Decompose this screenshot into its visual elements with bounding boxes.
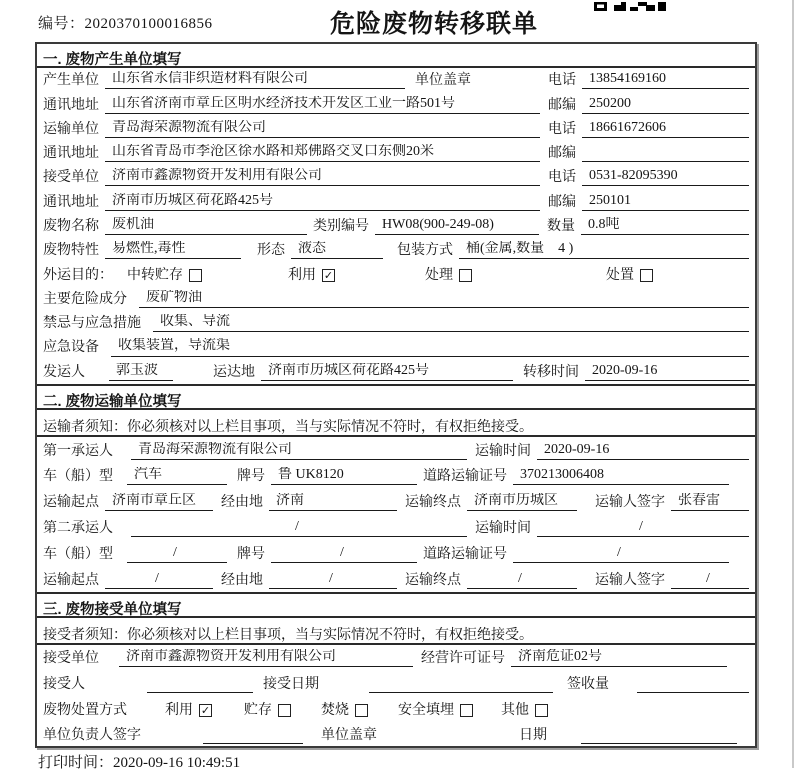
sender-value: 郭玉波	[109, 363, 173, 381]
end2-value: /	[467, 571, 577, 589]
phone2-value: 18661672606	[582, 120, 749, 138]
checkbox-transfer-storage	[189, 269, 202, 282]
waste-name-label: 废物名称	[43, 218, 99, 234]
phone3-value: 0531-82095390	[582, 168, 749, 186]
form-value: 液态	[291, 241, 383, 259]
purpose-label: 外运目的：	[43, 267, 113, 283]
row-transporter	[37, 117, 755, 141]
license2-label: 道路运输证号	[423, 546, 507, 562]
zip1-value: 250200	[582, 96, 749, 114]
checkbox-disposal-landfill	[460, 704, 473, 717]
origin2-label: 运输起点	[43, 572, 99, 588]
date-value	[581, 742, 737, 744]
receiver-label: 接受单位	[43, 170, 99, 186]
packing-label: 包装方式	[397, 243, 453, 259]
origin1-value: 济南市章丘区	[105, 493, 213, 511]
section2-header: 二. 废物运输单位填写	[37, 384, 755, 410]
received-label: 签收量	[567, 676, 609, 692]
end1-value: 济南市历城区	[467, 493, 577, 511]
producer-label: 产生单位	[43, 73, 99, 89]
carrier1-value: 青岛海荣源物流有限公司	[131, 442, 467, 460]
plate1-value: 鲁 UK8120	[271, 467, 417, 485]
checkbox-dispose	[640, 269, 653, 282]
characteristic-value: 易燃性,毒性	[105, 241, 241, 259]
acceptor-value	[147, 691, 253, 693]
via1-label: 经由地	[221, 495, 263, 511]
accept-unit-label: 接受单位	[43, 651, 99, 667]
section1-header: 一. 废物产生单位填写	[37, 44, 755, 68]
unit-seal-label: 单位盖章	[415, 73, 471, 89]
sign1-value: 张春雷	[671, 493, 749, 511]
row-accept-unit	[37, 645, 755, 671]
address3-value: 济南市历城区荷花路425号	[105, 193, 540, 211]
dest-value: 济南市历城区荷花路425号	[261, 363, 513, 381]
permit-value: 济南危证02号	[511, 649, 727, 667]
transport-time2-value: /	[537, 519, 749, 537]
address2-value: 山东省青岛市李沧区徐水路和郑佛路交叉口东侧20米	[105, 144, 540, 162]
row-carrier1	[37, 437, 755, 463]
row-vehicle1	[37, 463, 755, 489]
carrier1-label: 第一承运人	[43, 443, 113, 459]
address3-label: 通讯地址	[43, 194, 99, 210]
vehicle1-value: 汽车	[127, 467, 227, 485]
license1-label: 道路运输证号	[423, 469, 507, 485]
checkbox-disposal-store	[278, 704, 291, 717]
sign2-value: /	[671, 571, 749, 589]
row-producer-address	[37, 92, 755, 116]
serial-value: 2020370100016856	[84, 16, 213, 32]
carrier2-value: /	[131, 519, 467, 537]
page-edge-divider	[792, 0, 794, 768]
quantity-value: 0.8吨	[581, 217, 749, 235]
origin2-value: /	[105, 571, 213, 589]
purpose-utilize-label: 利用	[288, 267, 316, 283]
print-time-value: 2020-09-16 10:49:51	[113, 755, 241, 771]
taboo-value: 收集、导流	[153, 314, 749, 332]
sign2-label: 运输人签字	[595, 572, 665, 588]
zip2-label: 邮编	[548, 146, 576, 162]
disposal-incinerate-label: 焚烧	[321, 702, 349, 718]
row-carrier2	[37, 514, 755, 540]
transfer-time-label: 转移时间	[523, 364, 579, 380]
row-receiver-address	[37, 189, 755, 213]
sender-label: 发运人	[43, 364, 85, 380]
row-receiver	[37, 165, 755, 189]
row-transporter-address	[37, 141, 755, 165]
disposal-utilize-label: 利用	[165, 702, 193, 718]
phone2-label: 电话	[548, 121, 576, 137]
accept-date-value	[369, 691, 553, 693]
qr-code-icon	[594, 0, 666, 16]
section3-header: 三. 废物接受单位填写	[37, 592, 755, 618]
transport-time1-value: 2020-09-16	[537, 442, 749, 460]
via2-value: /	[269, 571, 397, 589]
page-title: 危险废物转移联单	[330, 10, 539, 38]
row-disposal	[37, 696, 755, 722]
end2-label: 运输终点	[405, 572, 461, 588]
sign1-label: 运输人签字	[595, 495, 665, 511]
address1-label: 通讯地址	[43, 97, 99, 113]
section2-notice: 运输者须知：你必须核对以上栏目事项，当与实际情况不符时，有权拒绝接受。	[37, 410, 755, 437]
row-taboo	[37, 311, 755, 335]
address1-value: 山东省济南市章丘区明水经济技术开发区工业一路501号	[105, 96, 540, 114]
checkbox-disposal-utilize: ✓	[200, 703, 211, 717]
producer-value: 山东省永信非织造材料有限公司	[105, 71, 405, 89]
receiver-value: 济南市鑫源物资开发利用有限公司	[105, 168, 540, 186]
purpose-treat-label: 处理	[425, 267, 453, 283]
transporter-label: 运输单位	[43, 121, 99, 137]
row-route2	[37, 566, 755, 592]
carrier2-label: 第二承运人	[43, 520, 113, 536]
disposal-store-label: 贮存	[244, 702, 272, 718]
address2-label: 通讯地址	[43, 146, 99, 162]
zip3-label: 邮编	[548, 194, 576, 210]
origin1-label: 运输起点	[43, 495, 99, 511]
transfer-time-value: 2020-09-16	[585, 363, 749, 381]
row-hazard	[37, 287, 755, 311]
accept-seal-label: 单位盖章	[321, 728, 377, 744]
transport-time1-label: 运输时间	[475, 443, 531, 459]
license1-value: 370213006408	[513, 467, 729, 485]
row-sender	[37, 360, 755, 384]
serial-number	[38, 12, 213, 33]
taboo-label: 禁忌与应急措施	[43, 316, 141, 332]
manifest-form	[35, 42, 757, 748]
form-label: 形态	[257, 243, 285, 259]
phone1-value: 13854169160	[582, 71, 749, 89]
plate2-value: /	[271, 545, 417, 563]
section3-notice: 接受者须知：你必须核对以上栏目事项，当与实际情况不符时，有权拒绝接受。	[37, 618, 755, 645]
serial-label: 编号：	[38, 16, 85, 32]
disposal-landfill-label: 安全填埋	[398, 702, 454, 718]
waste-name-value: 废机油	[105, 217, 307, 235]
checkbox-disposal-other	[535, 704, 548, 717]
acceptor-label: 接受人	[43, 676, 85, 692]
plate1-label: 牌号	[237, 469, 265, 485]
purpose-dispose-label: 处置	[606, 267, 634, 283]
zip1-label: 邮编	[548, 97, 576, 113]
row-route1	[37, 488, 755, 514]
row-equipment	[37, 335, 755, 359]
print-time-label: 打印时间：	[38, 755, 114, 771]
zip3-value: 250101	[582, 193, 749, 211]
print-time	[38, 751, 240, 772]
phone1-label: 电话	[548, 73, 576, 89]
zip2-value	[582, 160, 749, 162]
manager-sign-value	[203, 742, 303, 744]
row-producer	[37, 68, 755, 92]
row-waste-name	[37, 214, 755, 238]
accept-unit-value: 济南市鑫源物资开发利用有限公司	[119, 649, 413, 667]
equipment-label: 应急设备	[43, 340, 99, 356]
disposal-label: 废物处置方式	[43, 702, 127, 718]
dest-label: 运达地	[213, 364, 255, 380]
permit-label: 经营许可证号	[421, 651, 505, 667]
end1-label: 运输终点	[405, 495, 461, 511]
received-value	[637, 691, 749, 693]
accept-date-label: 接受日期	[263, 676, 319, 692]
vehicle2-label: 车（船）型	[43, 546, 113, 562]
date-label: 日期	[519, 728, 547, 744]
disposal-other-label: 其他	[501, 702, 529, 718]
hazard-label: 主要危险成分	[43, 291, 127, 307]
purpose-transfer-storage-label: 中转贮存	[127, 267, 183, 283]
quantity-label: 数量	[547, 218, 575, 234]
row-vehicle2	[37, 540, 755, 566]
plate2-label: 牌号	[237, 546, 265, 562]
row-purpose	[37, 262, 755, 286]
checkbox-utilize: ✓	[323, 268, 334, 282]
manager-sign-label: 单位负责人签字	[43, 728, 141, 744]
row-waste-traits	[37, 238, 755, 262]
vehicle1-label: 车（船）型	[43, 469, 113, 485]
equipment-value: 收集装置，导流渠	[111, 338, 749, 356]
via1-value: 济南	[269, 493, 397, 511]
packing-value: 桶(金属,数量 4 )	[459, 241, 749, 259]
transport-time2-label: 运输时间	[475, 520, 531, 536]
transporter-value: 青岛海荣源物流有限公司	[105, 120, 540, 138]
checkbox-treat	[459, 269, 472, 282]
vehicle2-value: /	[127, 545, 227, 563]
category-value: HW08(900-249-08)	[375, 217, 539, 235]
characteristic-label: 废物特性	[43, 243, 99, 259]
phone3-label: 电话	[548, 170, 576, 186]
row-acceptor	[37, 670, 755, 696]
row-manager-sign	[37, 722, 755, 748]
license2-value: /	[513, 545, 729, 563]
checkbox-disposal-incinerate	[355, 704, 368, 717]
via2-label: 经由地	[221, 572, 263, 588]
hazard-value: 废矿物油	[139, 290, 749, 308]
category-label: 类别编号	[313, 218, 369, 234]
